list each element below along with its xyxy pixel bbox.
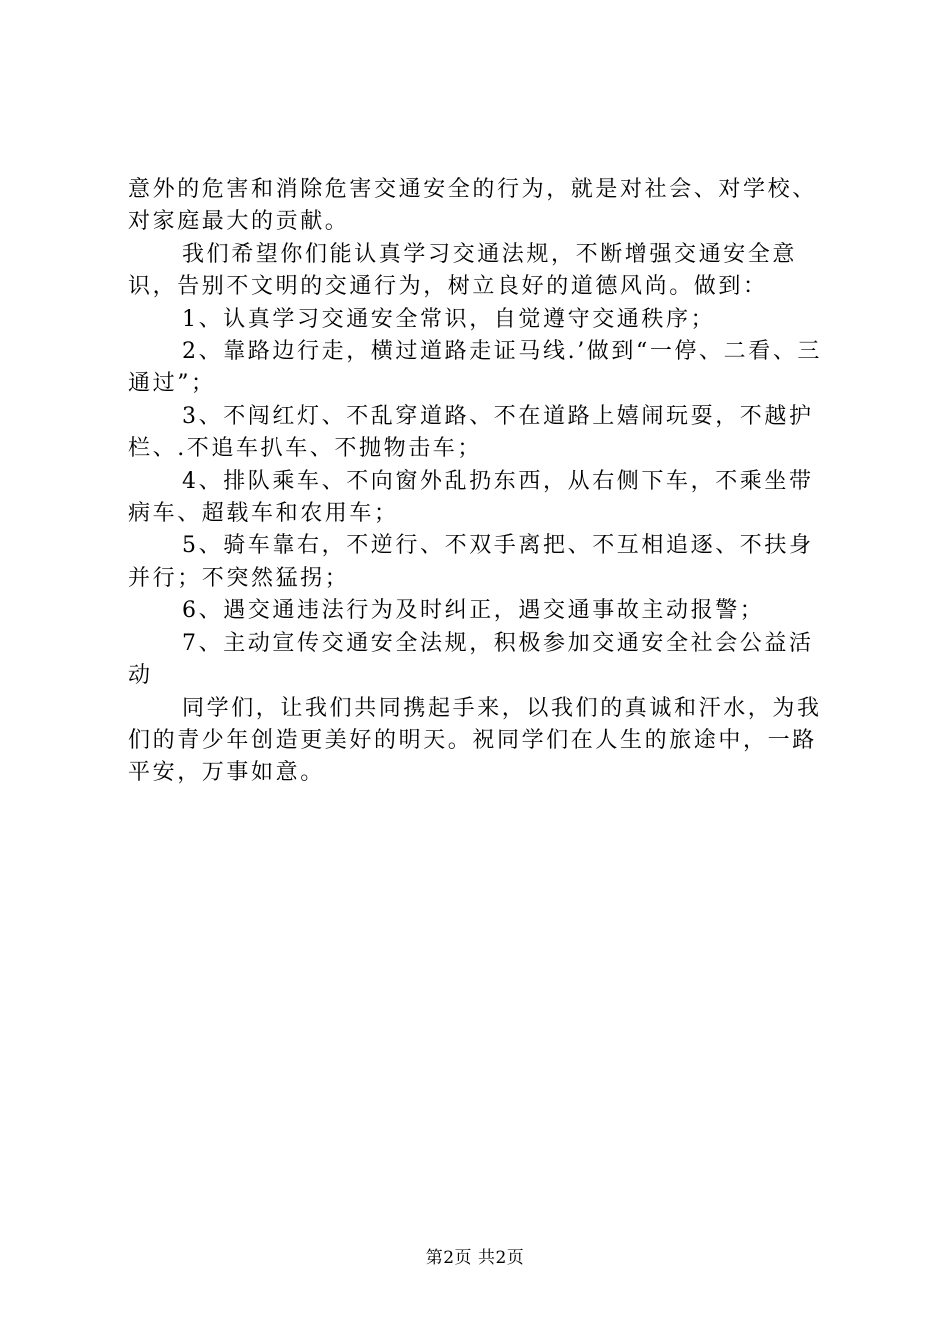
list-item-4: 4、排队乘车、不向窗外乱扔东西，从右侧下车，不乘坐带病车、超载车和农用车； — [128, 468, 814, 527]
list-item-6: 6、遇交通违法行为及时纠正，遇交通事故主动报警； — [182, 598, 765, 624]
page-number-footer: 第2页 共2页 — [425, 1248, 525, 1268]
list-item-5: 5、骑车靠右，不逆行、不双手离把、不互相追逐、不扶身并行；不突然猛拐； — [128, 533, 814, 591]
paragraph-continuation: 意外的危害和消除危害交通安全的行为，就是对社会、对学校、对家庭最大的贡献。 — [128, 177, 817, 235]
list-item-7: 7、主动宣传交通安全法规，积极参加交通安全社会公益活动 — [128, 630, 814, 689]
document-body — [128, 174, 833, 790]
list-item-3: 3、不闯红灯、不乱穿道路、不在道路上嬉闹玩耍，不越护栏、.不追车扒车、不抛物击车； — [128, 403, 814, 462]
paragraph-closing: 同学们，让我们共同携起手来，以我们的真诚和汗水，为我们的青少年创造更美好的明天。祝同学们在人生的旅途中，一路平安，万事如意。 — [128, 695, 822, 786]
list-item-2: 2、靠路边行走，横过道路走证马线.’做到“一停、二看、三通过”； — [128, 339, 823, 397]
paragraph-intro: 我们希望你们能认真学习交通法规，不断增强交通安全意识，告别不文明的交通行为，树立良好的道德风尚。做到： — [128, 241, 798, 300]
list-item-1: 1、认真学习交通安全常识，自觉遵守交通秩序； — [182, 306, 716, 332]
